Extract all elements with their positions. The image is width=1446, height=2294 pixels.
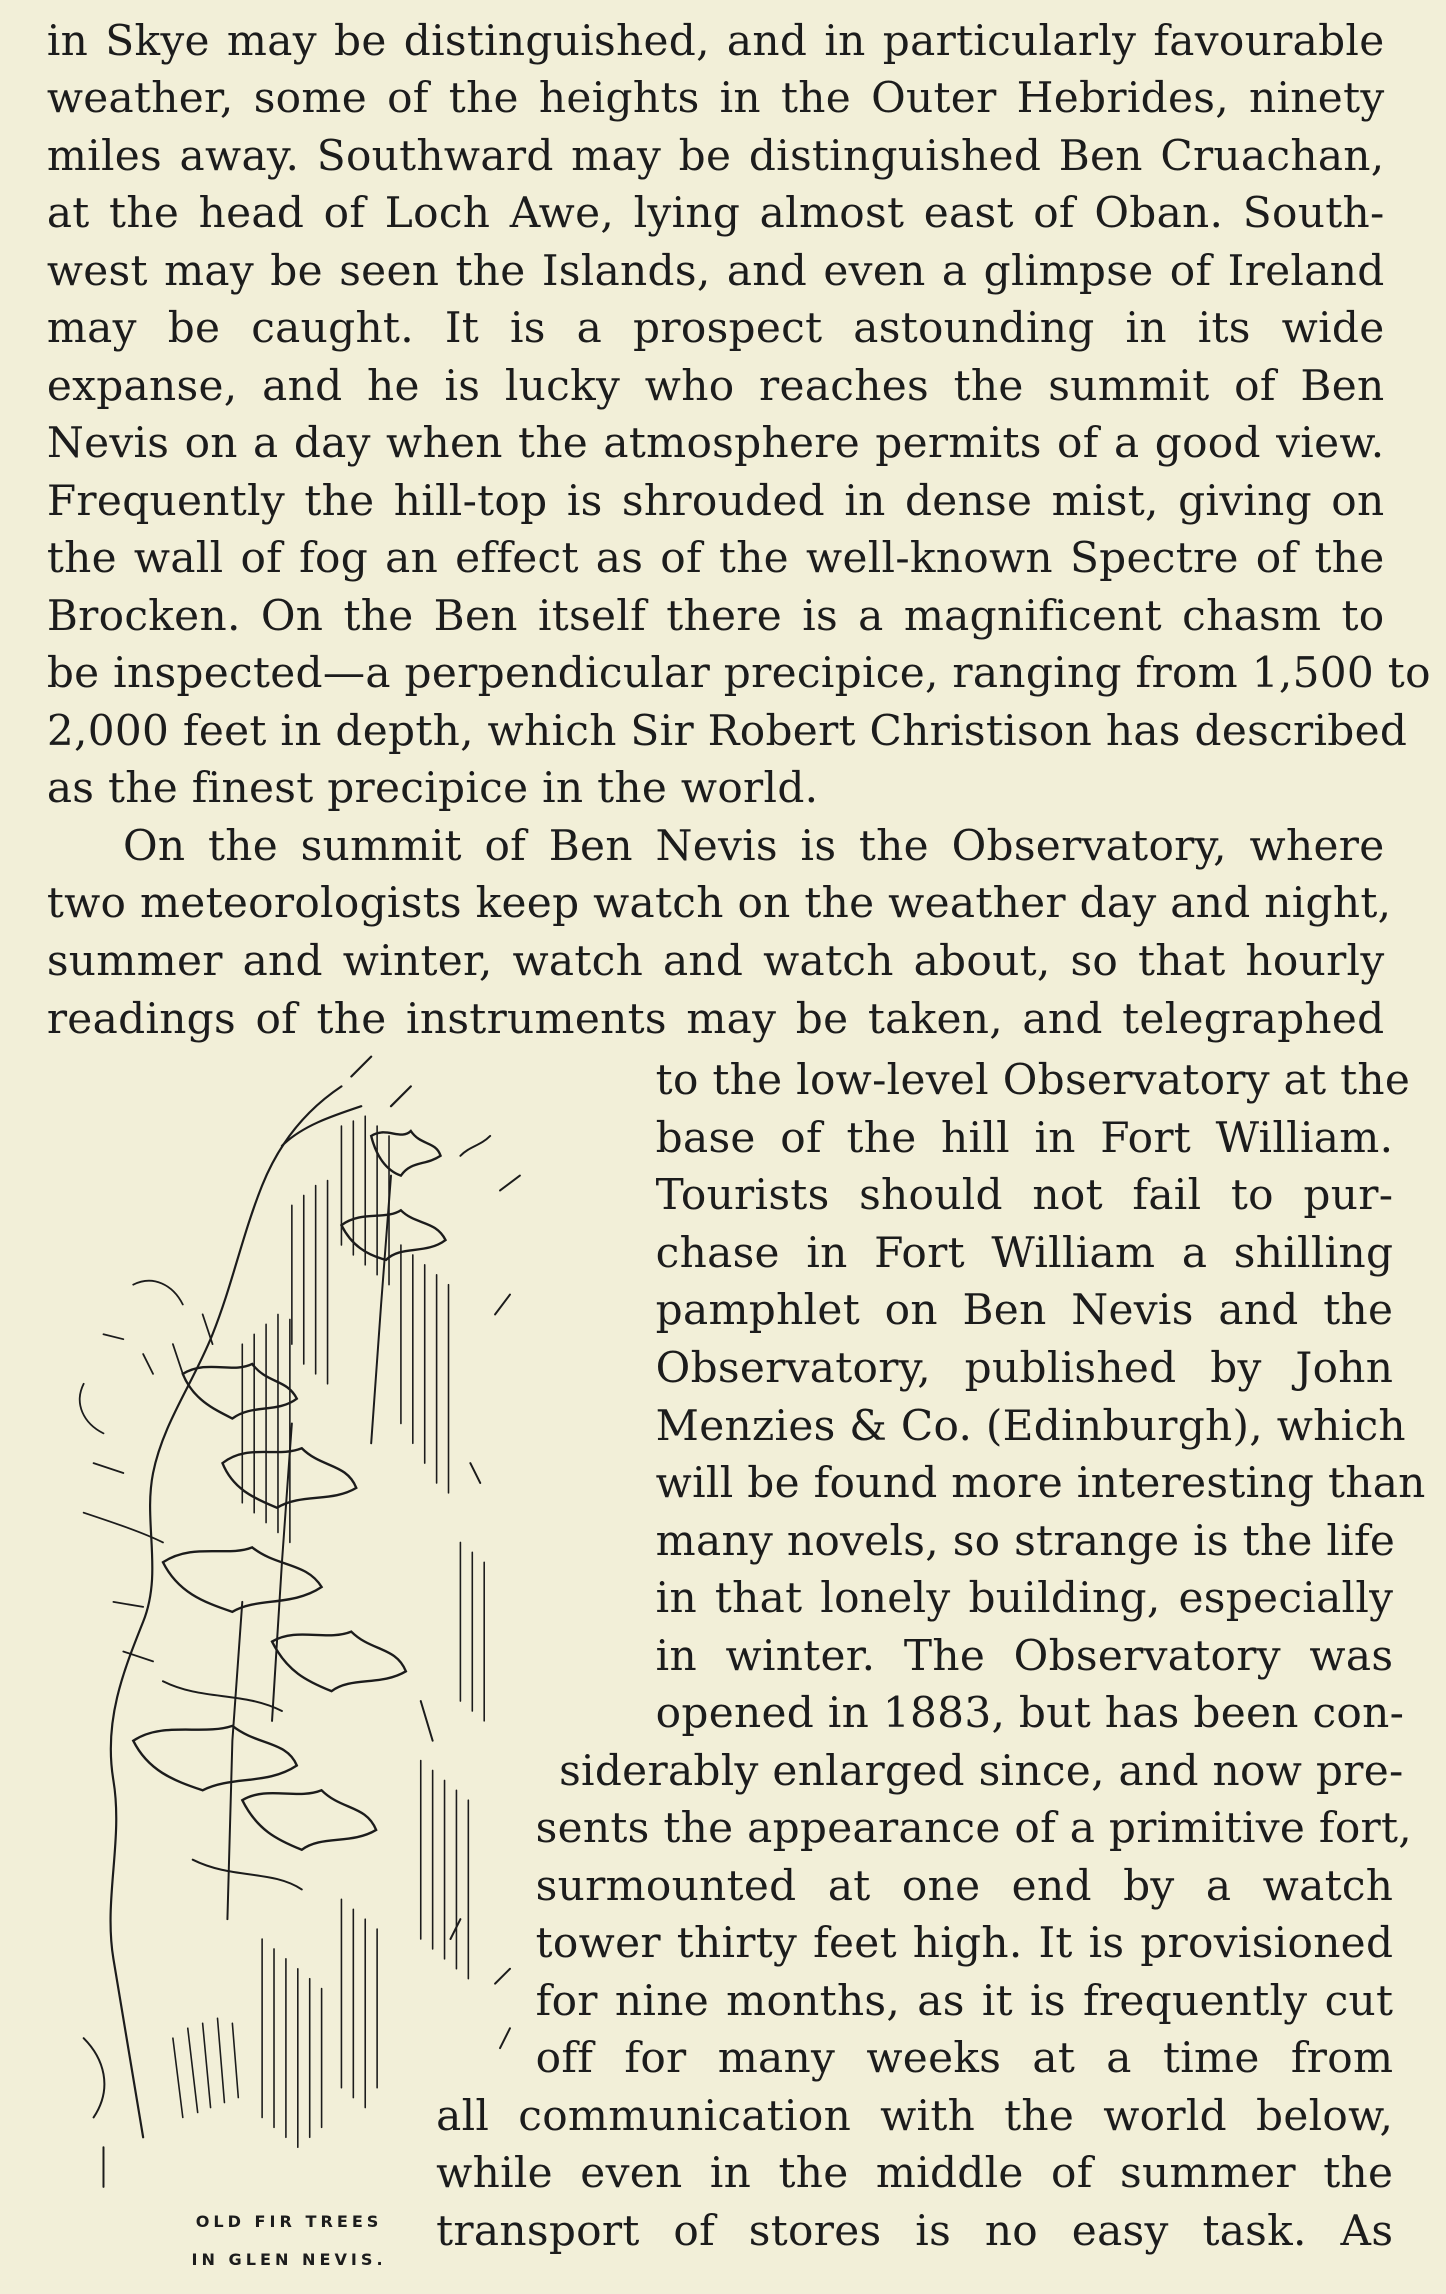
text-line: for nine months, as it is frequently cut: [535, 1975, 1394, 2025]
text-line: Nevis on a day when the atmosphere permits of a good view.: [46, 418, 1385, 468]
fir-trees-illustration: [44, 1046, 659, 2188]
text-line: Tourists should not fail to pur-: [655, 1170, 1394, 1220]
text-line: Frequently the hill-top is shrouded in dense mist, giving on: [46, 475, 1385, 525]
text-line: the wall of fog an effect as of the well-known Spectre of the: [46, 533, 1385, 583]
text-line: while even in the middle of summer the: [436, 2148, 1394, 2198]
text-line: in Skye may be distinguished, and in particularly favourable: [46, 15, 1385, 65]
text-line: be inspected—a perpendicular precipice, ranging from 1,500 to: [46, 648, 1431, 698]
text-line: chase in Fort William a shilling: [655, 1227, 1394, 1277]
text-line: many novels, so strange is the life: [655, 1515, 1396, 1565]
text-line: weather, some of the heights in the Outer Hebrides, ninety: [46, 73, 1385, 123]
text-line: in that lonely building, especially: [655, 1573, 1394, 1623]
text-line: all communication with the world below,: [436, 2090, 1394, 2140]
text-line: Menzies & Co. (Edinburgh), which: [655, 1400, 1406, 1450]
text-line: west may be seen the Islands, and even a glimpse of Ireland: [46, 245, 1385, 295]
text-line: summer and winter, watch and watch about, so that hourly: [46, 935, 1385, 985]
text-line: readings of the instruments may be taken, and telegraphed: [46, 993, 1385, 1043]
text-line: will be found more interesting than: [655, 1458, 1426, 1508]
text-line: miles away. Southward may be distinguished Ben Cruachan,: [46, 130, 1385, 180]
text-line: off for many weeks at a time from: [535, 2033, 1394, 2083]
text-line: Observatory, published by John: [655, 1343, 1394, 1392]
text-line: base of the hill in Fort William.: [655, 1112, 1394, 1162]
text-line: at the head of Loch Awe, lying almost east of Oban. South-: [46, 188, 1385, 238]
caption-line-2: IN GLEN NEVIS.: [191, 2249, 387, 2269]
text-line: siderably enlarged since, and now pre-: [559, 1745, 1404, 1795]
text-line: Brocken. On the Ben itself there is a magnificent chasm to: [46, 590, 1385, 640]
caption-line-1: OLD FIR TREES: [195, 2211, 383, 2231]
text-line: sents the appearance of a primitive fort,: [535, 1803, 1413, 1853]
text-line: to the low-level Observatory at the: [655, 1055, 1411, 1105]
text-line: may be caught. It is a prospect astounding in its wide: [46, 303, 1385, 353]
illustration-caption: [161, 2203, 417, 2279]
text-line: tower thirty feet high. It is provisioned: [535, 1918, 1394, 1968]
text-line: in winter. The Observatory was: [655, 1630, 1394, 1680]
text-line: pamphlet on Ben Nevis and the: [655, 1285, 1394, 1335]
text-line: expanse, and he is lucky who reaches the summit of Ben: [46, 360, 1385, 410]
text-line: surmounted at one end by a watch: [535, 1860, 1394, 1910]
text-line: opened in 1883, but has been con-: [655, 1688, 1405, 1738]
text-line: On the summit of Ben Nevis is the Observatory, where: [122, 820, 1385, 870]
text-line: 2,000 feet in depth, which Sir Robert Christison has described: [46, 705, 1408, 755]
text-line: two meteorologists keep watch on the weather day and night,: [46, 878, 1392, 928]
text-line: as the finest precipice in the world.: [46, 763, 819, 813]
text-line: transport of stores is no easy task. As: [436, 2205, 1394, 2255]
